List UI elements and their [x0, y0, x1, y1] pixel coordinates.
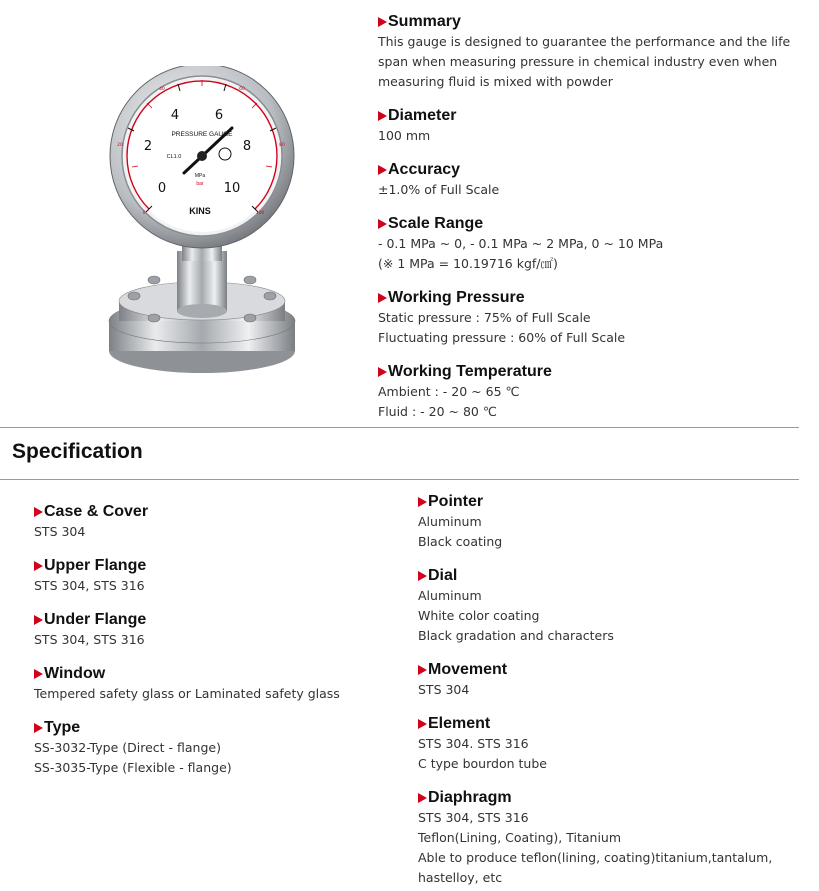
dial-brand: KINS [189, 206, 211, 216]
spec-value: Aluminum [418, 514, 482, 529]
spec-under-flange [34, 610, 146, 650]
spec-title-text: Diaphragm [428, 789, 512, 806]
summary-line: span when measuring pressure in chemical industry even when [378, 54, 778, 69]
dial-number-10: 10 [223, 181, 241, 196]
accuracy-heading [378, 160, 499, 180]
spec-value: STS 304 [418, 682, 470, 697]
spec-value: STS 304, STS 316 [34, 578, 145, 593]
diameter-section [378, 106, 456, 146]
spec-title-text: Under Flange [44, 611, 147, 628]
spec-value: STS 304. STS 316 [418, 736, 529, 751]
spec-value: STS 304, STS 316 [34, 632, 145, 647]
spec-title-text: Window [44, 665, 106, 682]
spec-dial [418, 566, 614, 646]
outer-scale-100: 100 [255, 211, 265, 216]
accuracy-section [378, 160, 499, 200]
spec-heading [34, 664, 340, 684]
spec-movement [418, 660, 507, 700]
red-arrow-icon [378, 219, 387, 229]
working-pressure-heading [378, 288, 625, 308]
red-arrow-icon [418, 719, 427, 729]
summary-line: This gauge is designed to guarantee the performance and the life [378, 34, 791, 49]
dial-number-8: 8 [242, 139, 252, 154]
dial-title: PRESSURE GAUGE [171, 131, 233, 138]
outer-scale-20: 20 [117, 143, 123, 148]
accuracy-value: ±1.0% of Full Scale [378, 182, 500, 197]
red-arrow-icon [378, 367, 387, 377]
spec-case-cover [34, 502, 148, 542]
summary-heading [378, 12, 790, 32]
divider-top [0, 427, 799, 428]
accuracy-title: Accuracy [388, 161, 461, 178]
red-arrow-icon [418, 571, 427, 581]
spec-pointer [418, 492, 502, 552]
pointer-hub [197, 151, 207, 161]
scale-range-heading [378, 214, 663, 234]
spec-title-text: Movement [428, 661, 508, 678]
red-arrow-icon [418, 793, 427, 803]
scale-range-note: (※ 1 MPa = 10.19716 kgf/㎠) [378, 256, 558, 271]
dial-number-4: 4 [170, 108, 180, 123]
red-arrow-icon [34, 669, 43, 679]
diameter-title: Diameter [388, 107, 457, 124]
spec-heading [418, 492, 502, 512]
red-arrow-icon [418, 665, 427, 675]
summary-line: measuring fluid is mixed with powder [378, 74, 613, 89]
red-arrow-icon [418, 497, 427, 507]
spec-value: Aluminum [418, 588, 482, 603]
spec-heading [34, 610, 146, 630]
spec-title-text: Element [428, 715, 491, 732]
spec-element [418, 714, 547, 774]
red-arrow-icon [378, 17, 387, 27]
spec-heading [34, 718, 232, 738]
red-arrow-icon [378, 293, 387, 303]
outer-scale-60: 60 [239, 87, 245, 92]
spec-value: SS-3032-Type (Direct - flange) [34, 740, 221, 755]
ambient-temperature: Ambient : - 20 ~ 65 ℃ [378, 384, 520, 399]
spec-value: Able to produce teflon(lining, coating)titanium,tantalum, [418, 850, 773, 865]
spec-diaphragm [418, 788, 772, 888]
spec-value: Tempered safety glass or Laminated safety glass [34, 686, 340, 701]
summary-section [378, 12, 790, 92]
specification-title: Specification [12, 440, 143, 463]
spec-title-text: Dial [428, 567, 458, 584]
fluid-temperature: Fluid : - 20 ~ 80 ℃ [378, 404, 497, 419]
dial-unit-bar: bar [196, 181, 204, 187]
spec-value: STS 304, STS 316 [418, 810, 529, 825]
spec-heading [34, 502, 148, 522]
red-arrow-icon [378, 165, 387, 175]
static-pressure: Static pressure : 75% of Full Scale [378, 310, 591, 325]
spec-heading [418, 566, 614, 586]
spec-value: SS-3035-Type (Flexible - flange) [34, 760, 232, 775]
scale-range-title: Scale Range [388, 215, 484, 232]
dial-class: CL1.0 [166, 154, 182, 160]
red-arrow-icon [34, 723, 43, 733]
diameter-heading [378, 106, 456, 126]
spec-value: Black gradation and characters [418, 628, 614, 643]
spec-heading [34, 556, 146, 576]
working-temperature-title: Working Temperature [388, 363, 552, 380]
spec-heading [418, 660, 507, 680]
spec-heading [418, 788, 772, 808]
spec-type [34, 718, 232, 778]
spec-title-text: Upper Flange [44, 557, 147, 574]
summary-title: Summary [388, 13, 461, 30]
red-arrow-icon [378, 111, 387, 121]
spec-title-text: Case & Cover [44, 503, 149, 520]
spec-title-text: Pointer [428, 493, 484, 510]
dial-number-6: 6 [214, 108, 224, 123]
scale-range-section [378, 214, 663, 274]
pressure-gauge-image [92, 66, 312, 376]
spec-value: Teflon(Lining, Coating), Titanium [418, 830, 622, 845]
working-temperature-heading [378, 362, 552, 382]
spec-value: C type bourdon tube [418, 756, 547, 771]
dial-number-0: 0 [157, 181, 167, 196]
dial-number-2: 2 [143, 139, 153, 154]
red-arrow-icon [34, 507, 43, 517]
spec-value: hastelloy, etc [418, 870, 503, 885]
red-arrow-icon [34, 615, 43, 625]
working-pressure-title: Working Pressure [388, 289, 525, 306]
working-pressure-section [378, 288, 625, 348]
outer-scale-0: 0 [142, 211, 146, 216]
spec-window [34, 664, 340, 704]
divider-bottom [0, 479, 799, 480]
outer-scale-80: 80 [279, 143, 285, 148]
spec-value: STS 304 [34, 524, 86, 539]
outer-scale-40: 40 [159, 87, 165, 92]
working-temperature-section [378, 362, 552, 422]
spec-upper-flange [34, 556, 146, 596]
scale-range-value: - 0.1 MPa ~ 0, - 0.1 MPa ~ 2 MPa, 0 ~ 10 MPa [378, 236, 664, 251]
spec-value: Black coating [418, 534, 503, 549]
dial-unit-mpa: MPa [194, 173, 206, 179]
fluctuating-pressure: Fluctuating pressure : 60% of Full Scale [378, 330, 626, 345]
diameter-value: 100 mm [378, 128, 431, 143]
spec-title-text: Type [44, 719, 81, 736]
spec-value: White color coating [418, 608, 540, 623]
red-arrow-icon [34, 561, 43, 571]
spec-heading [418, 714, 547, 734]
